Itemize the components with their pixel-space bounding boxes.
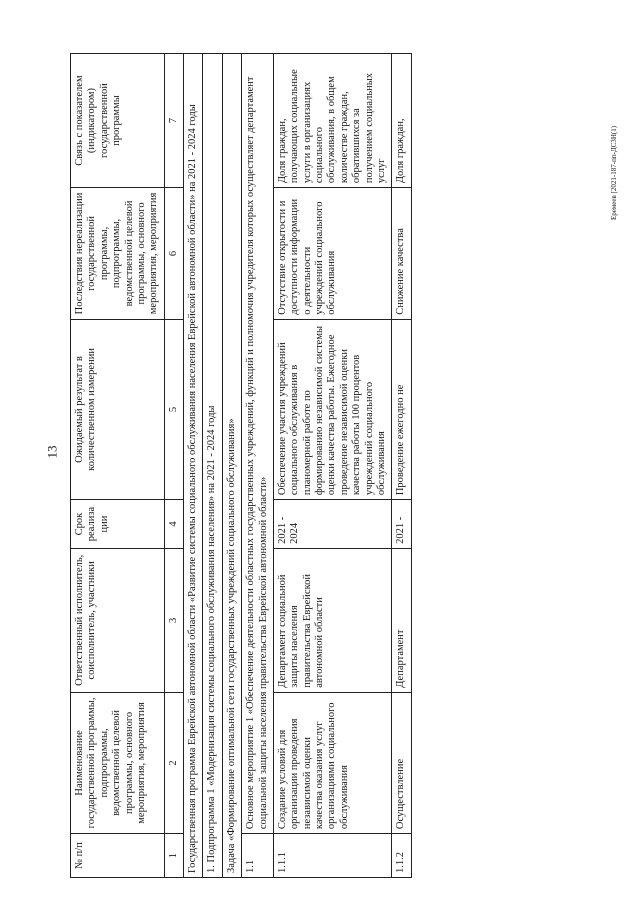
col-number: 2 <box>164 692 183 833</box>
main-event-num: 1.1 <box>242 834 274 878</box>
row-term: 2021 - <box>392 500 411 549</box>
row-executor: Департамент социальной защиты населения правительства Еврейской автономной области <box>273 548 391 692</box>
main-event-row <box>242 54 274 878</box>
row-result: Обеспечение участия учреждений социального обслуживания в планомерной работе по формированию независимой системы оценки качества работы. Ежегодное проведение независимой оценки качества работы 100 процентов учреждений социального обслуживания <box>273 319 391 499</box>
col-number: 3 <box>164 548 183 692</box>
row-num: 1.1.2 <box>392 834 411 878</box>
header-consequence: Последствия нереализации государственной программы, подпрограммы, ведомственной целевой программы, основного мероприятия, мероприятия <box>71 188 165 320</box>
header-num: № п/п <box>71 834 165 878</box>
row-name: Осуществление <box>392 692 411 833</box>
column-number-row <box>164 54 183 878</box>
header-link: Связь с показателем (индикатором) государственной программы <box>71 54 165 188</box>
header-row <box>71 54 165 878</box>
program-row <box>184 54 203 878</box>
row-result: Проведение ежегодно не <box>392 319 411 499</box>
row-name: Создание условий для организации проведения независимой оценки качества оказания услуг организациями социального обслуживания <box>273 692 391 833</box>
subprogram-row <box>203 54 222 878</box>
col-number: 5 <box>164 319 183 499</box>
subprogram-title: 1. Подпрограмма 1 «Модернизация системы социального обслуживания населения» на 2021 - 2024 годы <box>203 54 222 878</box>
table-row <box>392 54 411 878</box>
row-link: Доля граждан, <box>392 54 411 188</box>
task-title: Задача «Формирование оптимальной сети государственных учреждений социального обслуживания» <box>222 54 241 878</box>
program-title: Государственная программа Еврейской автономной области «Развитие системы социального обслуживания населения Еврейской автономной области» на 2021 - 2024 годы <box>184 54 203 878</box>
main-event-text: Основное мероприятие 1 «Обеспечение деятельности областных государственных учреждений, функций и полномочия учредителя которых осуществляет департамент социальной защиты населения правительства Еврейской автономной области» <box>242 54 274 834</box>
row-consequence: Снижение качества <box>392 188 411 320</box>
row-num: 1.1.1 <box>273 834 391 878</box>
row-term: 2021 - 2024 <box>273 500 391 549</box>
program-table <box>70 53 412 878</box>
footer-note: Еремеев [2021-187-пп-ДСЗН(1) <box>610 125 618 220</box>
row-link: Доля граждан, получающих социальные услуги в организациях социального обслуживания, в общем количестве граждан, обратившихся за получением социальных услуг <box>273 54 391 188</box>
header-executor: Ответственный исполнитель, соисполнитель, участники <box>71 548 165 692</box>
document-table-area <box>70 53 580 878</box>
page-number: 13 <box>44 445 60 459</box>
col-number: 4 <box>164 500 183 549</box>
task-row <box>222 54 241 878</box>
header-term: Срок реализации <box>71 500 165 549</box>
header-result: Ожидаемый результат в количественном измерении <box>71 319 165 499</box>
col-number: 7 <box>164 54 183 188</box>
header-name: Наименование государственной программы, подпрограммы, ведомственной целевой программы, основного мероприятия, мероприятия <box>71 692 165 833</box>
row-consequence: Отсутствие открытости и доступности информации о деятельности учреждений социального обслуживания <box>273 188 391 320</box>
col-number: 6 <box>164 188 183 320</box>
col-number: 1 <box>164 834 183 878</box>
row-executor: Департамент <box>392 548 411 692</box>
table-row <box>273 54 391 878</box>
